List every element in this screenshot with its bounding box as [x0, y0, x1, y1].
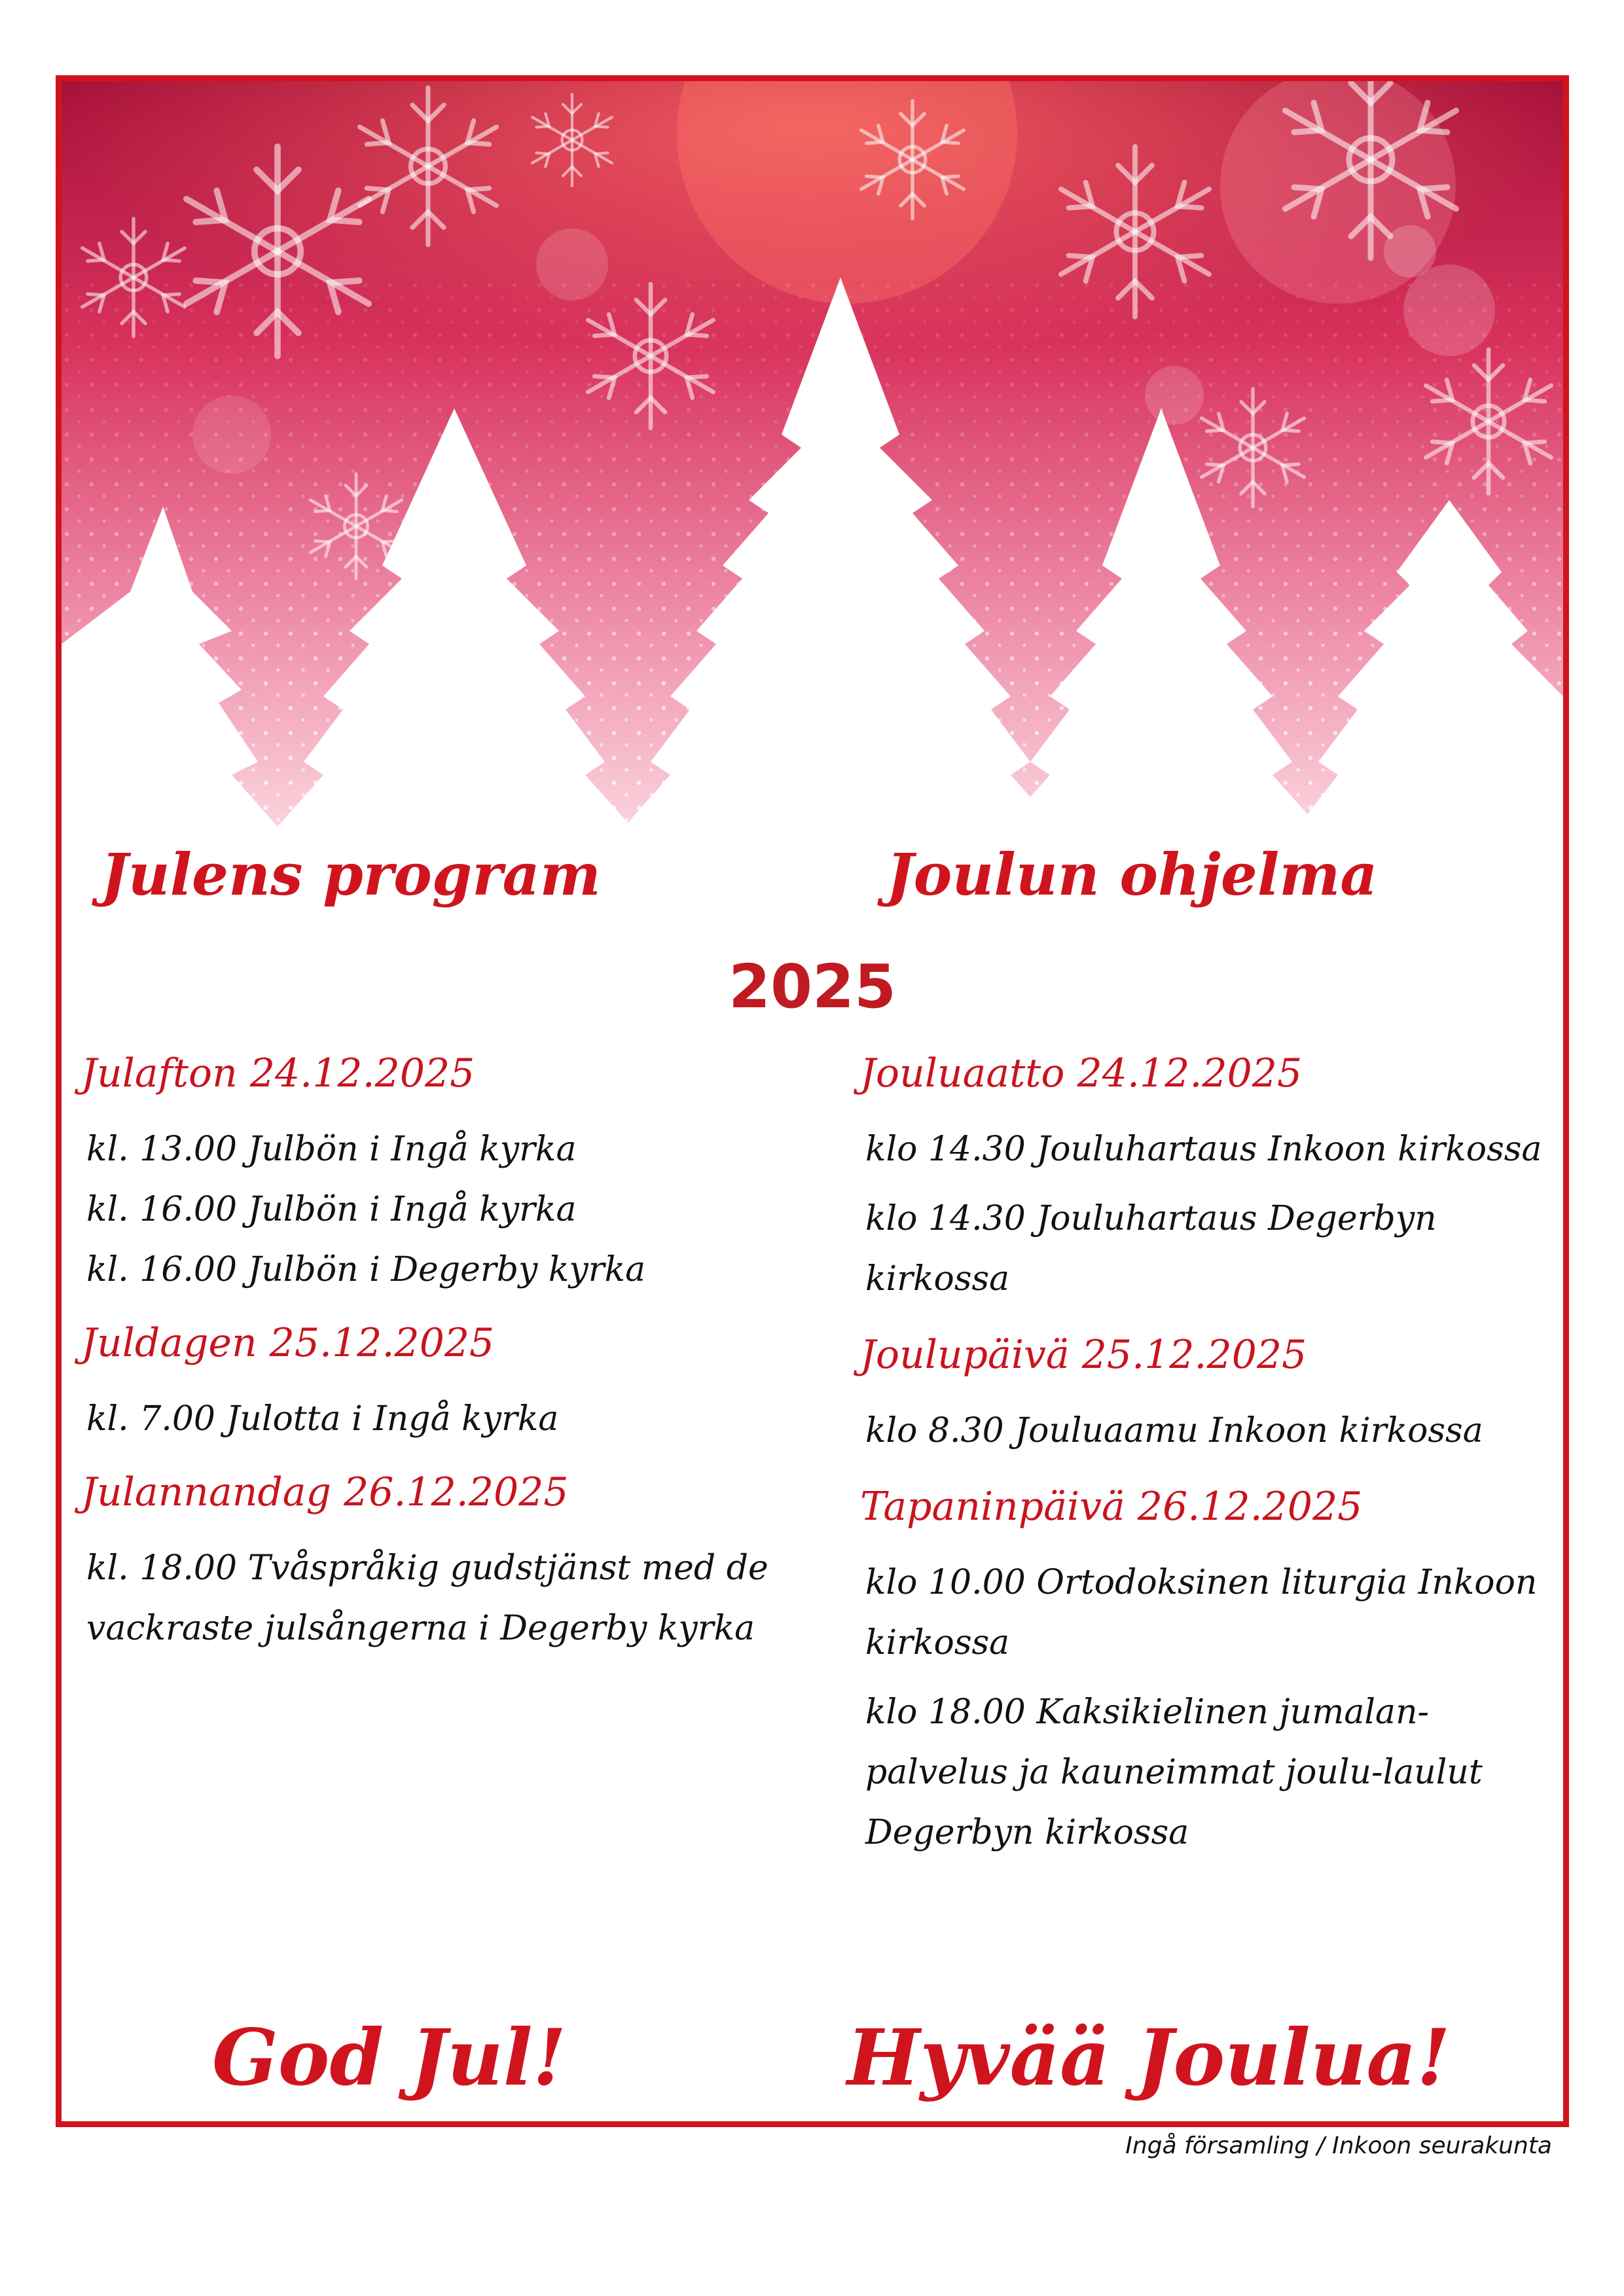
- section-jouluaatto: [860, 1050, 1554, 1309]
- service-item: klo 8.30 Jouluaamu Inkoon kirkossa: [865, 1411, 1483, 1450]
- poster-frame: [56, 75, 1569, 2127]
- title-swedish: Julens program: [101, 840, 601, 908]
- title-row: [62, 840, 1563, 945]
- section-juldagen: [81, 1319, 834, 1449]
- finnish-column: [860, 1050, 1554, 1885]
- service-item: klo 18.00 Kaksikielinen jumalan-palvelus ja kauneimmat joulu-laulut Degerbyn kirkossa: [865, 1693, 1483, 1852]
- day-heading: Julafton 24.12.2025: [81, 1050, 475, 1096]
- section-julafton: [81, 1050, 834, 1300]
- service-item: kl. 16.00 Julbön i Ingå kyrka: [86, 1190, 577, 1229]
- day-heading: Juldagen 25.12.2025: [81, 1320, 495, 1366]
- service-item: kl. 13.00 Julbön i Ingå kyrka: [86, 1130, 577, 1169]
- greeting-finnish: Hyvää Joulua!: [847, 2012, 1451, 2103]
- service-item: kl. 18.00 Tvåspråkig gudstjänst med de vackraste julsångerna i Degerby kyrka: [86, 1549, 768, 1648]
- day-heading: Tapaninpäivä 26.12.2025: [860, 1484, 1363, 1530]
- title-finnish: Joulun ohjelma: [886, 840, 1378, 908]
- greeting-swedish: God Jul!: [212, 2012, 567, 2103]
- service-item: kl. 7.00 Julotta i Ingå kyrka: [86, 1399, 559, 1439]
- christmas-banner: [62, 81, 1563, 834]
- service-item: klo 14.30 Jouluhartaus Degerbyn kirkossa: [865, 1199, 1437, 1299]
- section-julannandag: [81, 1469, 834, 1659]
- service-item: klo 10.00 Ortodoksinen liturgia Inkoon kirkossa: [865, 1563, 1538, 1662]
- day-heading: Joulupäivä 25.12.2025: [860, 1332, 1307, 1378]
- section-tapaninpaiva: [860, 1483, 1554, 1863]
- service-item: kl. 16.00 Julbön i Degerby kyrka: [86, 1250, 646, 1289]
- service-item: klo 14.30 Jouluhartaus Inkoon kirkossa: [865, 1130, 1542, 1169]
- section-joulupaiva: [860, 1331, 1554, 1461]
- parish-footer: Ingå församling / Inkoon seurakunta: [1125, 2132, 1552, 2159]
- year-heading: 2025: [728, 952, 897, 1022]
- day-heading: Julannandag 26.12.2025: [81, 1469, 569, 1515]
- day-heading: Jouluaatto 24.12.2025: [860, 1050, 1303, 1096]
- swedish-column: [81, 1050, 834, 1678]
